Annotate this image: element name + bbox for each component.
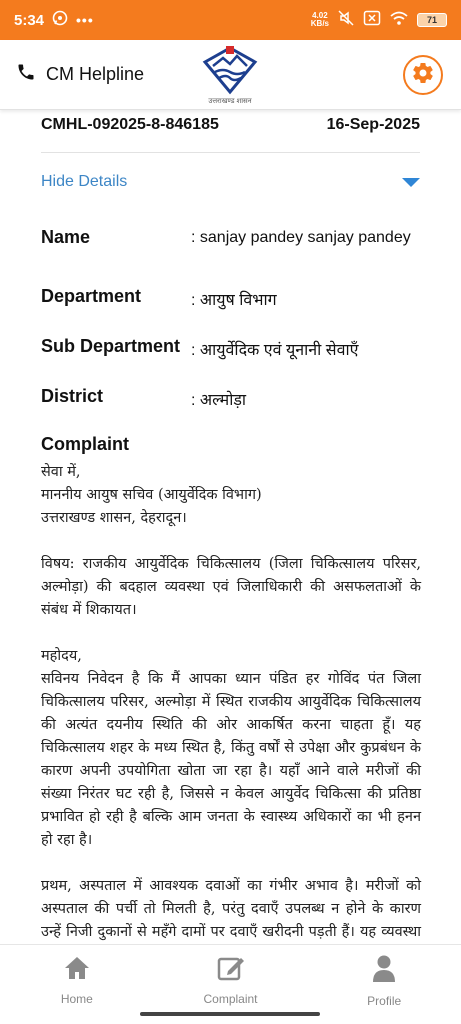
district-value: : अल्मोड़ा — [191, 392, 247, 409]
complaint-details-scroll[interactable] — [0, 110, 461, 944]
mute-icon — [337, 9, 355, 31]
district-label: District — [41, 386, 104, 406]
nav-complaint-label: Complaint — [203, 992, 258, 1006]
home-icon — [63, 955, 91, 986]
ticket-date: 16-Sep-2025 — [326, 116, 420, 133]
address-line: माननीय आयुष सचिव (आयुर्वेदिक विभाग) — [41, 487, 262, 503]
department-label: Department — [41, 286, 142, 306]
address-line: उत्तराखण्ड शासन, देहरादून। — [41, 510, 187, 526]
nav-profile-label: Profile — [367, 994, 402, 1008]
complaint-body-intro — [41, 645, 421, 852]
hide-details-link[interactable]: Hide Details — [41, 173, 128, 190]
caret-down-icon[interactable] — [402, 178, 420, 187]
address-line: सेवा में, — [41, 464, 81, 480]
complaint-label: Complaint — [41, 434, 129, 454]
settings-button[interactable] — [403, 55, 443, 95]
gear-icon — [411, 61, 435, 90]
body-paragraph: सविनय निवेदन है कि मैं आपका ध्यान पंडित हर गोविंद पंत जिला चिकित्सालय परिसर, अल्मोड़ा में स्थित राजकीय आयुर्वेदिक चिकित्सालय की अत्यंत दयनीय स्थिति की ओर आकर्षित करना चाहता हूँ। यह चिकित्सालय शहर के मध्य स्थित है, किंतु वर्षों से उपेक्षा और कुप्रबंधन के कारण अपनी उपयोगिता खोता जा रहा है। यहाँ आने वाले मरीजों की संख्या निरंतर घट रही है, जिससे न केवल आयुर्वेद चिकित्सा की प्रतिष्ठा प्रभावित हो रही है बल्कि आम जनता के स्वास्थ्य अधिकारों का भी हनन हो रहा है। — [41, 671, 421, 848]
department-field — [41, 286, 420, 310]
net-speed — [311, 12, 329, 28]
name-field — [41, 227, 420, 248]
home-indicator — [140, 1012, 320, 1016]
sub-department-label: Sub Department — [41, 336, 181, 356]
edit-icon — [216, 955, 246, 986]
logo-caption: उत्तराखण्ड शासन — [208, 98, 252, 105]
sub-department-value: : आयुर्वेदिक एवं यूनानी सेवाएँ — [191, 342, 359, 359]
battery-icon: 71 — [417, 13, 447, 27]
complaint-subject: विषय: राजकीय आयुर्वेदिक चिकित्सालय (जिला चिकित्सालय परिसर, अल्मोड़ा) की बदहाल व्यवस्था एवं जिलाधिकारी की असफलताओं के संबंध में शिकायत। — [41, 556, 421, 618]
net-speed-value: 4.02 — [312, 11, 328, 20]
complaint-text — [41, 461, 421, 990]
whatsapp-icon — [52, 10, 68, 30]
close-box-icon — [363, 10, 381, 30]
nav-home[interactable] — [0, 945, 154, 1024]
name-label: Name — [41, 227, 91, 247]
status-bar — [0, 0, 461, 40]
name-value: : sanjay pandey sanjay pandey — [191, 229, 411, 246]
district-field — [41, 386, 420, 410]
header-title: CM Helpline — [46, 64, 145, 84]
divider — [41, 152, 420, 153]
salutation: महोदय, — [41, 648, 82, 664]
more-icon: ••• — [76, 12, 94, 28]
wifi-icon — [389, 10, 409, 30]
ticket-id: CMHL-092025-8-846185 — [41, 116, 219, 133]
nav-home-label: Home — [60, 992, 93, 1006]
user-icon — [372, 955, 396, 988]
uttarakhand-logo — [198, 44, 262, 106]
department-value: : आयुष विभाग — [191, 292, 277, 309]
complaint-body-point: प्रथम, अस्पताल में आवश्यक दवाओं का गंभीर अभाव है। मरीजों को अस्पताल की पर्ची तो मिलती है, परंतु दवाएँ उपलब्ध न होने के कारण उन्हें निजी दुकानों से महँगे दामों पर दवाएँ खरीदनी पड़ती हैं। यह व्यवस्था — [41, 878, 421, 940]
header-title-group — [16, 62, 144, 87]
net-speed-unit: KB/s — [310, 19, 329, 28]
status-time: 5:34 — [14, 11, 45, 29]
nav-profile[interactable] — [307, 945, 461, 1024]
phone-icon — [16, 62, 36, 87]
app-bar — [0, 40, 461, 110]
details-toggle-row[interactable] — [41, 173, 420, 191]
sub-department-field — [41, 336, 420, 360]
ticket-row — [41, 116, 420, 134]
complaint-address — [41, 461, 421, 530]
